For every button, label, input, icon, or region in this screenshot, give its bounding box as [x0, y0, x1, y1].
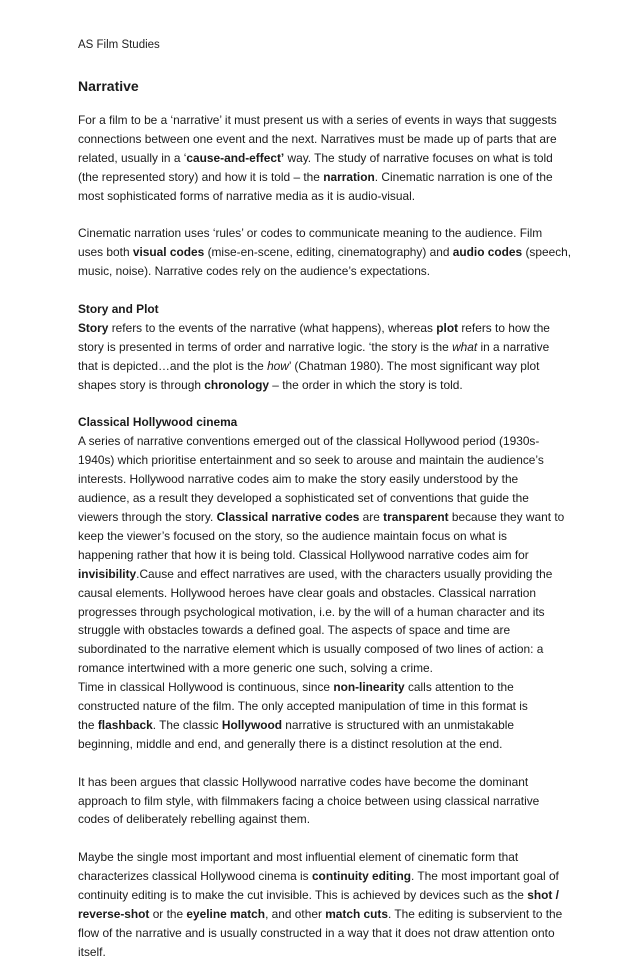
text-run: narrative is structured with an unmistakable [281, 717, 514, 732]
italic-term: what [452, 339, 478, 354]
heading-classical-hollywood: Classical Hollywood cinema [78, 415, 238, 430]
text-line [78, 792, 568, 811]
text-line [78, 111, 568, 130]
text-line [78, 527, 568, 546]
page-title: Narrative [78, 78, 139, 94]
text-run: constructed nature of the film. The only accepted manipulation of time in this format is [78, 699, 528, 714]
text-run: romance intertwined with a more generic one such, solving a crime. [78, 661, 433, 676]
bold-term: match cuts [325, 906, 388, 921]
text-line [78, 678, 568, 697]
bold-term: eyeline match [186, 906, 266, 921]
text-run: It has been argues that classic Hollywood narrative codes have become the dominant [78, 774, 529, 789]
bold-term: Hollywood [221, 717, 282, 732]
text-run: A series of narrative conventions emerged out of the classical Hollywood period (1930s- [78, 434, 540, 449]
text-run: refers to the events of the narrative (what happens), whereas [108, 320, 437, 335]
text-line [78, 886, 568, 905]
text-run: For a film to be a ‘narrative’ it must present us with a series of events in ways that suggests [78, 113, 557, 127]
bold-term: invisibility [78, 566, 137, 581]
text-run: music, noise). Narrative codes rely on the audience’s expectations. [78, 264, 431, 279]
text-run: refers to how the [458, 320, 550, 335]
text-run: subordinated to the narrative element which is usually composed of two lines of action: a [78, 642, 544, 657]
text-run: causal elements. Hollywood heroes have clear goals and obstacles. Classical narration [78, 585, 537, 600]
text-run: because they want to [448, 509, 565, 524]
text-run: characterizes classical Hollywood cinema is [78, 869, 312, 884]
paragraph-intro [78, 111, 568, 206]
text-run: progresses through psychological motivation, i.e. by the will of a human character and its [78, 604, 545, 619]
text-line [78, 621, 568, 640]
paragraph-continuity-editing [78, 848, 568, 961]
text-run: – the order in which the story is told. [269, 377, 463, 392]
bold-term: Story [78, 320, 109, 335]
bold-term: cause-and-effect’ [186, 150, 285, 165]
text-run: way. The study of narrative focuses on what is told [284, 150, 553, 165]
text-run: (speech, [522, 245, 572, 260]
text-line [78, 470, 568, 489]
text-run: (mise-en-scene, editing, cinematography) and [204, 245, 453, 260]
paragraph-classical-hollywood [78, 432, 568, 753]
text-line [78, 432, 568, 451]
text-line [78, 905, 568, 924]
text-line [78, 357, 568, 376]
text-run: (the represented story) and how it is told – the [78, 169, 324, 184]
text-run: , and other [265, 906, 326, 921]
text-run: related, usually in a ‘ [78, 150, 187, 165]
text-run: interests. Hollywood narrative codes aim to make the story easily understood by the [78, 472, 519, 487]
paragraph-dominant-approach [78, 773, 568, 830]
text-run: shapes story is through [78, 377, 205, 392]
bold-term: audio codes [452, 245, 523, 260]
text-run: ’ (Chatman 1980). The most significant way plot [288, 358, 540, 373]
text-run: most sophisticated forms of narrative media as it is audio-visual. [78, 188, 416, 203]
text-run: that is depicted…and the plot is the [78, 358, 268, 373]
text-run: uses both [78, 245, 133, 260]
text-line [78, 924, 568, 943]
text-line [78, 716, 568, 735]
text-line [78, 130, 568, 149]
italic-term: how [267, 358, 289, 373]
text-line [78, 149, 568, 168]
bold-term: plot [436, 320, 459, 335]
text-run: . Cinematic narration is one of the [374, 169, 553, 184]
bold-term: transparent [383, 509, 449, 524]
text-line [78, 584, 568, 603]
text-run: . The editing is subservient to the [388, 906, 563, 921]
text-line [78, 640, 568, 659]
text-run: approach to film style, with filmmakers facing a choice between using classical narrative [78, 793, 540, 808]
document-body [78, 111, 572, 962]
text-run: continuity editing is to make the cut invisible. This is achieved by devices such as the [78, 888, 528, 903]
paragraph-cinematic-narration [78, 224, 572, 281]
text-line [78, 262, 568, 281]
text-line [78, 773, 568, 792]
text-line [78, 565, 568, 584]
bold-term: reverse-shot [78, 906, 150, 921]
text-run: codes of deliberately rebelling against them. [78, 812, 311, 827]
text-line [78, 489, 568, 508]
text-line [78, 319, 568, 338]
text-line [78, 224, 568, 243]
text-run: . The most important goal of [411, 869, 559, 884]
bold-term: flashback [97, 717, 153, 732]
text-run: .Cause and effect narratives are used, with the characters usually providing the [136, 566, 553, 581]
bold-term: chronology [204, 377, 269, 392]
text-run: 1940s) which prioritise entertainment and so seek to arouse and maintain the audience’s [78, 453, 544, 468]
text-run: audience, as a result they developed a sophisticated set of conventions that guide the [78, 491, 529, 506]
text-run: flow of the narrative and is usually constructed in a way that it does not draw attention onto [78, 925, 555, 940]
bold-term: non-linearity [333, 680, 405, 695]
text-line [78, 508, 568, 527]
text-line [78, 735, 568, 754]
text-line [78, 168, 568, 187]
text-run: beginning, middle and end, and generally there is a distinct resolution at the end. [78, 736, 503, 751]
bold-term: narration [323, 169, 375, 184]
text-line [78, 451, 568, 470]
text-line [78, 546, 568, 565]
text-run: Time in classical Hollywood is continuous, since [78, 680, 334, 695]
text-line [78, 243, 572, 262]
text-run: viewers through the story. [78, 509, 217, 524]
bold-term: shot / [527, 888, 559, 903]
text-line [78, 338, 568, 357]
text-line [78, 848, 568, 867]
text-run: the [78, 717, 98, 732]
text-line [78, 943, 568, 962]
text-line [78, 659, 568, 678]
text-run: in a narrative [477, 339, 550, 354]
text-run: itself. [78, 944, 106, 959]
heading-story-and-plot: Story and Plot [78, 302, 159, 317]
text-run: happening rather that how it is being told. Classical Hollywood narrative codes aim for [78, 547, 529, 562]
text-run: calls attention to the [404, 680, 514, 695]
bold-term: Classical narrative codes [216, 509, 360, 524]
text-line [78, 187, 568, 206]
page-header: AS Film Studies [78, 39, 160, 51]
text-line [78, 810, 568, 829]
text-run: are [359, 509, 384, 524]
text-line [78, 867, 568, 886]
text-run: Cinematic narration uses ‘rules’ or codes to communicate meaning to the audience. Film [78, 226, 543, 241]
text-run: story is presented in terms of order and narrative logic. ‘the story is the [78, 339, 453, 354]
text-line [78, 603, 568, 622]
text-run: Maybe the single most important and most influential element of cinematic form that [78, 850, 519, 865]
paragraph-story-plot [78, 319, 568, 395]
text-line [78, 376, 568, 395]
bold-term: visual codes [132, 245, 205, 260]
bold-term: continuity editing [311, 869, 412, 884]
text-run: connections between one event and the next. Narratives must be made up of parts that are [78, 131, 557, 146]
text-run: . The classic [152, 717, 222, 732]
text-run: or the [149, 906, 187, 921]
text-run: keep the viewer’s focused on the story, so the audience maintain focus on what is [78, 528, 507, 543]
text-line [78, 697, 568, 716]
text-run: struggle with obstacles towards a defined goal. The aspects of space and time are [78, 623, 511, 638]
